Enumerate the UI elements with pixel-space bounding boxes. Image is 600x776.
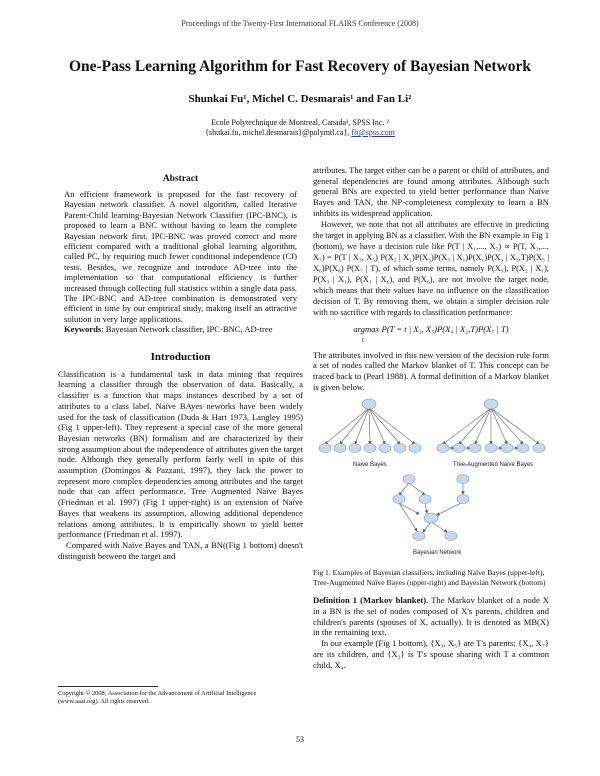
intro-paragraph-1: Classification is a fundamental task in data mining that requires learning a classifier through the observation of data. Basically, a classifier is a function that maps instances described by a set of attributes to a class label. Naïve BAyes neworks have been widely used for the task of classification (Duda & Hart 1973, Langley 1995) (Fig 1 upper-left). They represent a special case of the more general Bayesian networks (BN) formalism and are characterized by their strong assumption about the independence of attributes given the target node. Although they generally perform fairly well in spite of this assumption (Domingos & Pazzani, 1997), they lack the power to represent more complex dependencies among attributes and the target node that can affect performance. Tree Augmented Naïve Bayes (Friedman et al. 1997) (Fig 1 upper-right) is an extension of Naïve Bayes that weakens its assumption, allowing additional dependence relations among attributes. It is empirically shown to yield better performance (Friedman et al. 1997). — [58, 368, 303, 540]
abstract-body: An efficient framework is proposed for the fast recovery of Bayesian network classifier. A novel algorithm, called Iterative Parent-Child learning-Bayesian Network Classifier (IPC-BNC), is proposed to learn a BNC without having to learn the complete Bayesian network first. IPC-BNC was proved correct and more efficient compared with a traditional global learning algorithm, called PC, by requiring much fewer conditional independence (CI) tests. Besides, we recognize and introduce AD-tree into the implementation so that computational efficiency is further increased through collecting full statistics within a single data pass. The IPC-BNC and AD-tree combination is demonstrated very efficient in time by our empirical study, making itself an attractive solution in very large applications. — [64, 189, 297, 324]
tan-attr-node — [517, 444, 529, 453]
tan-graph — [443, 408, 539, 448]
figure-1-caption: Fig 1. Examples of Bayesian classifiers, including Naïve Bayes (upper-left), Tree-Augmented Naïve Bayes (upper-right) and Bayesian Network (bottom) — [313, 568, 546, 587]
argmax-subscript: t — [362, 335, 364, 344]
definition-text: . The Markov blanket of a node X in a BN is the set of nodes composed of X's parents, children and children's parents (spouses of X, actually). It is denoted as MB(X) in the remaining text. — [313, 595, 550, 638]
right-paragraph-4: In our example (Fig 1 bottom), {X₃, X₅} are T's parents; {X₄, X₇} are its children, and {X₂} is T's spouse sharing with T a common child, X₄. — [313, 638, 549, 670]
keywords-label: Keywords — [64, 324, 102, 335]
definition-1 — [313, 595, 549, 638]
right-paragraph-1: attributes. The target either can be a parent or child of attributes, and general dependencies are found among attributes. Although such general BNs are expected to yield better performance than Naïve Bayes and TAN, the NP-completeness complexity to learn a BN inhibits its widespread application. — [313, 165, 549, 218]
tan-attr-node — [453, 444, 465, 453]
figure-1 — [313, 394, 549, 564]
proceedings-header: Proceedings of the Twenty-First International FLAIRS Conference (2008) — [181, 19, 419, 28]
nb-attr-node — [409, 444, 421, 453]
nb-attr-node — [349, 444, 361, 453]
bn-node-x4 — [413, 532, 425, 541]
figure-1-diagram — [313, 394, 549, 564]
page-number: 53 — [296, 735, 304, 744]
argmax-formula: argmax P(T = t | X₃, X₅)P(X₄ | X₂,T)P(X₇ | T) — [353, 323, 509, 334]
bn-graph — [399, 483, 463, 532]
tan-target-node — [484, 399, 498, 409]
bn-label: Bayesian Network — [413, 550, 462, 557]
nb-attr-node — [364, 444, 376, 453]
tan-label: Tree-Augmented Naive Bayes — [453, 462, 534, 469]
paper-authors: Shunkai Fu¹, Michel C. Desmarais¹ and Fan Li² — [188, 93, 412, 105]
keywords-list: : Bayesian Network classifier, IPC-BNC, AD-tree — [101, 324, 273, 335]
introduction-heading: Introduction — [150, 350, 211, 363]
paper-title: One-Pass Learning Algorithm for Fast Recovery of Bayesian Network — [68, 58, 532, 75]
naive-bayes-graph — [325, 408, 415, 444]
nb-attr-node — [379, 444, 391, 453]
author-emails — [0, 128, 600, 137]
nb-target-node — [362, 399, 376, 409]
abstract-heading: Abstract — [162, 174, 199, 184]
right-paragraph-3: The attributes involved in this new version of the decision rule form a set of nodes called the Markov blanket of T. This concept can be traced back to (Pearl 1988). A formal definition of a Markov blanket is given below. — [313, 349, 549, 392]
tan-attr-node — [437, 444, 449, 453]
nb-label: Naive Bayes — [353, 462, 387, 469]
bn-node-x5 — [457, 495, 469, 504]
email-link[interactable]: fli@spss.com — [351, 128, 395, 137]
argmax-equation — [313, 324, 549, 344]
right-column — [313, 165, 549, 670]
bn-node-x3 — [419, 495, 431, 504]
bn-node-target — [424, 513, 438, 523]
left-column — [58, 165, 303, 561]
intro-paragraph-2: Compared with Naïve Bayes and TAN, a BN((Fig 1 bottom) doesn't distinguish between the target and — [58, 539, 303, 561]
tan-attr-node — [485, 444, 497, 453]
footnote-rule — [58, 686, 158, 687]
nb-attr-node — [319, 444, 331, 453]
bn-node-x7 — [445, 532, 457, 541]
tan-attr-node — [501, 444, 513, 453]
tan-attr-node — [533, 444, 545, 453]
copyright-footnote: Copyright © 2008, Association for the Advancement of Artificial Intelligence (www.aaai.org). All rights reserved. — [58, 690, 257, 706]
nb-attr-node — [334, 444, 346, 453]
bn-node-x6 — [457, 475, 469, 484]
bn-node-x2 — [393, 495, 405, 504]
nb-attr-node — [394, 444, 406, 453]
tan-attr-node — [469, 444, 481, 453]
right-paragraph-2: However, we note that not all attributes are effective in predicting the target in applying BN as a classifier. With the BN example in Fig 1 (bottom), we have a decision rule like P(T | X₁,..., X₇) ∝ P(T, X₁,..., X₇) = P(T | X₃, X₅) P(X₂ | X₁)P(X₃)P(X₃ | X₁)P(X₁)P(X₄ | X₂,T)P(X₅ | X₆)P(X₆) P(X₇ | T), of which some terms, namely P(X₁), P(X₂ | X₁), P(X₃ | X₁), P(X₁ | X₆), and P(X₆), are not involve the target node, which means that their values have no influence on the classification decision of T. By removing them, we obtain a simpler decision rule with no sacrifice with regards to classification performance: — [313, 219, 549, 317]
bn-node-x1 — [403, 475, 415, 484]
definition-label: Definition 1 (Markov blanket) — [313, 595, 427, 606]
affiliation: Ecole Polytechnique de Montreal, Canada¹, SPSS Inc. ² — [211, 118, 389, 127]
emails-text: {shukai.fu, michel.desmarais}@polymtl.ca}, — [205, 128, 350, 137]
keywords — [64, 324, 297, 334]
